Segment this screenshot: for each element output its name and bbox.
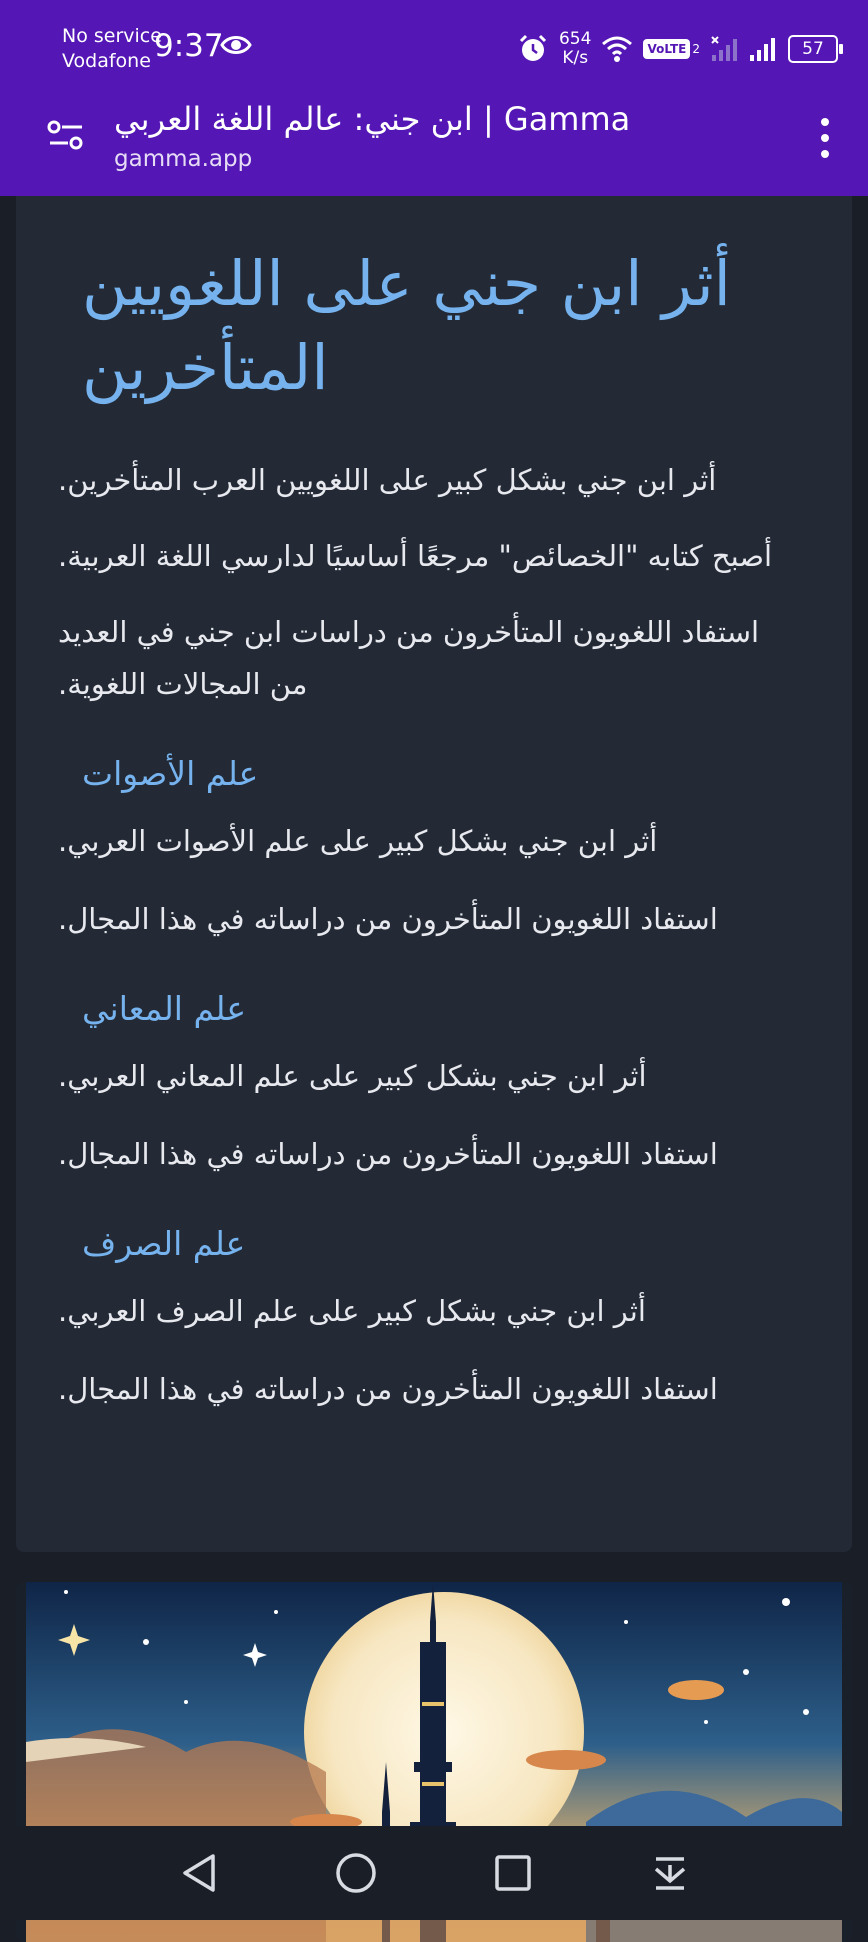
intro-line: أثر ابن جني بشكل كبير على اللغويين العرب المتأخرين. [58, 463, 717, 497]
top-bar [0, 0, 868, 196]
volte-badge: VoLTE [643, 39, 690, 59]
carrier-name: Vodafone [62, 50, 151, 72]
section-line: أثر ابن جني بشكل كبير على علم الأصوات العربي. [58, 824, 658, 858]
battery-indicator [788, 35, 838, 63]
section-title: علم الصرف [82, 1224, 246, 1263]
section-line: أثر ابن جني بشكل كبير على علم المعاني العربي. [58, 1059, 647, 1093]
intro-paragraphs [58, 454, 782, 710]
alarm-icon [517, 33, 549, 65]
signal-sim2-icon [710, 35, 738, 63]
clock: 9:37 [154, 28, 224, 64]
download-arrow-icon[interactable] [645, 1848, 695, 1898]
section-line: استفاد اللغويون المتأخرون من دراساته في هذا المجال. [58, 902, 718, 936]
network-speed: 654 K/s [558, 29, 592, 68]
square-recents-icon[interactable] [488, 1848, 538, 1898]
card-heading: أثر ابن جني على اللغويين المتأخرين [82, 247, 731, 404]
circle-home-icon[interactable] [331, 1848, 381, 1898]
battery-level: 57 [802, 39, 824, 59]
triangle-back-icon[interactable] [174, 1848, 224, 1898]
signal-sim1-icon [748, 35, 778, 63]
status-icons [517, 26, 838, 72]
section-line: استفاد اللغويون المتأخرون من دراساته في هذا المجال. [58, 1372, 718, 1406]
tune-icon[interactable] [46, 118, 86, 154]
section-semantics [58, 989, 782, 1180]
intro-line: أصبح كتابه "الخصائص" مرجعًا أساسيًا لدارسي اللغة العربية. [58, 539, 773, 573]
section-title: علم الأصوات [82, 754, 259, 793]
page-title: ابن جني: عالم اللغة العربي | Gamma [114, 100, 631, 138]
carrier-status: No service [62, 25, 162, 47]
eye-icon [220, 32, 252, 58]
page-url[interactable]: gamma.app [114, 146, 253, 172]
section-morphology [58, 1224, 782, 1415]
section-title: علم المعاني [82, 989, 247, 1028]
sim-index: 2 [692, 42, 700, 56]
section-line: استفاد اللغويون المتأخرون من دراساته في هذا المجال. [58, 1137, 718, 1171]
section-phonetics [58, 754, 782, 945]
intro-line: استفاد اللغويون المتأخرون من دراسات ابن جني في العديد من المجالات اللغوية. [58, 615, 760, 701]
carrier-info [62, 24, 162, 74]
wifi-icon [601, 35, 633, 63]
content-card [16, 196, 852, 1552]
more-vert-icon[interactable] [820, 118, 830, 158]
navigation-bar [0, 1826, 868, 1920]
section-line: أثر ابن جني بشكل كبير على علم الصرف العربي. [58, 1294, 646, 1328]
